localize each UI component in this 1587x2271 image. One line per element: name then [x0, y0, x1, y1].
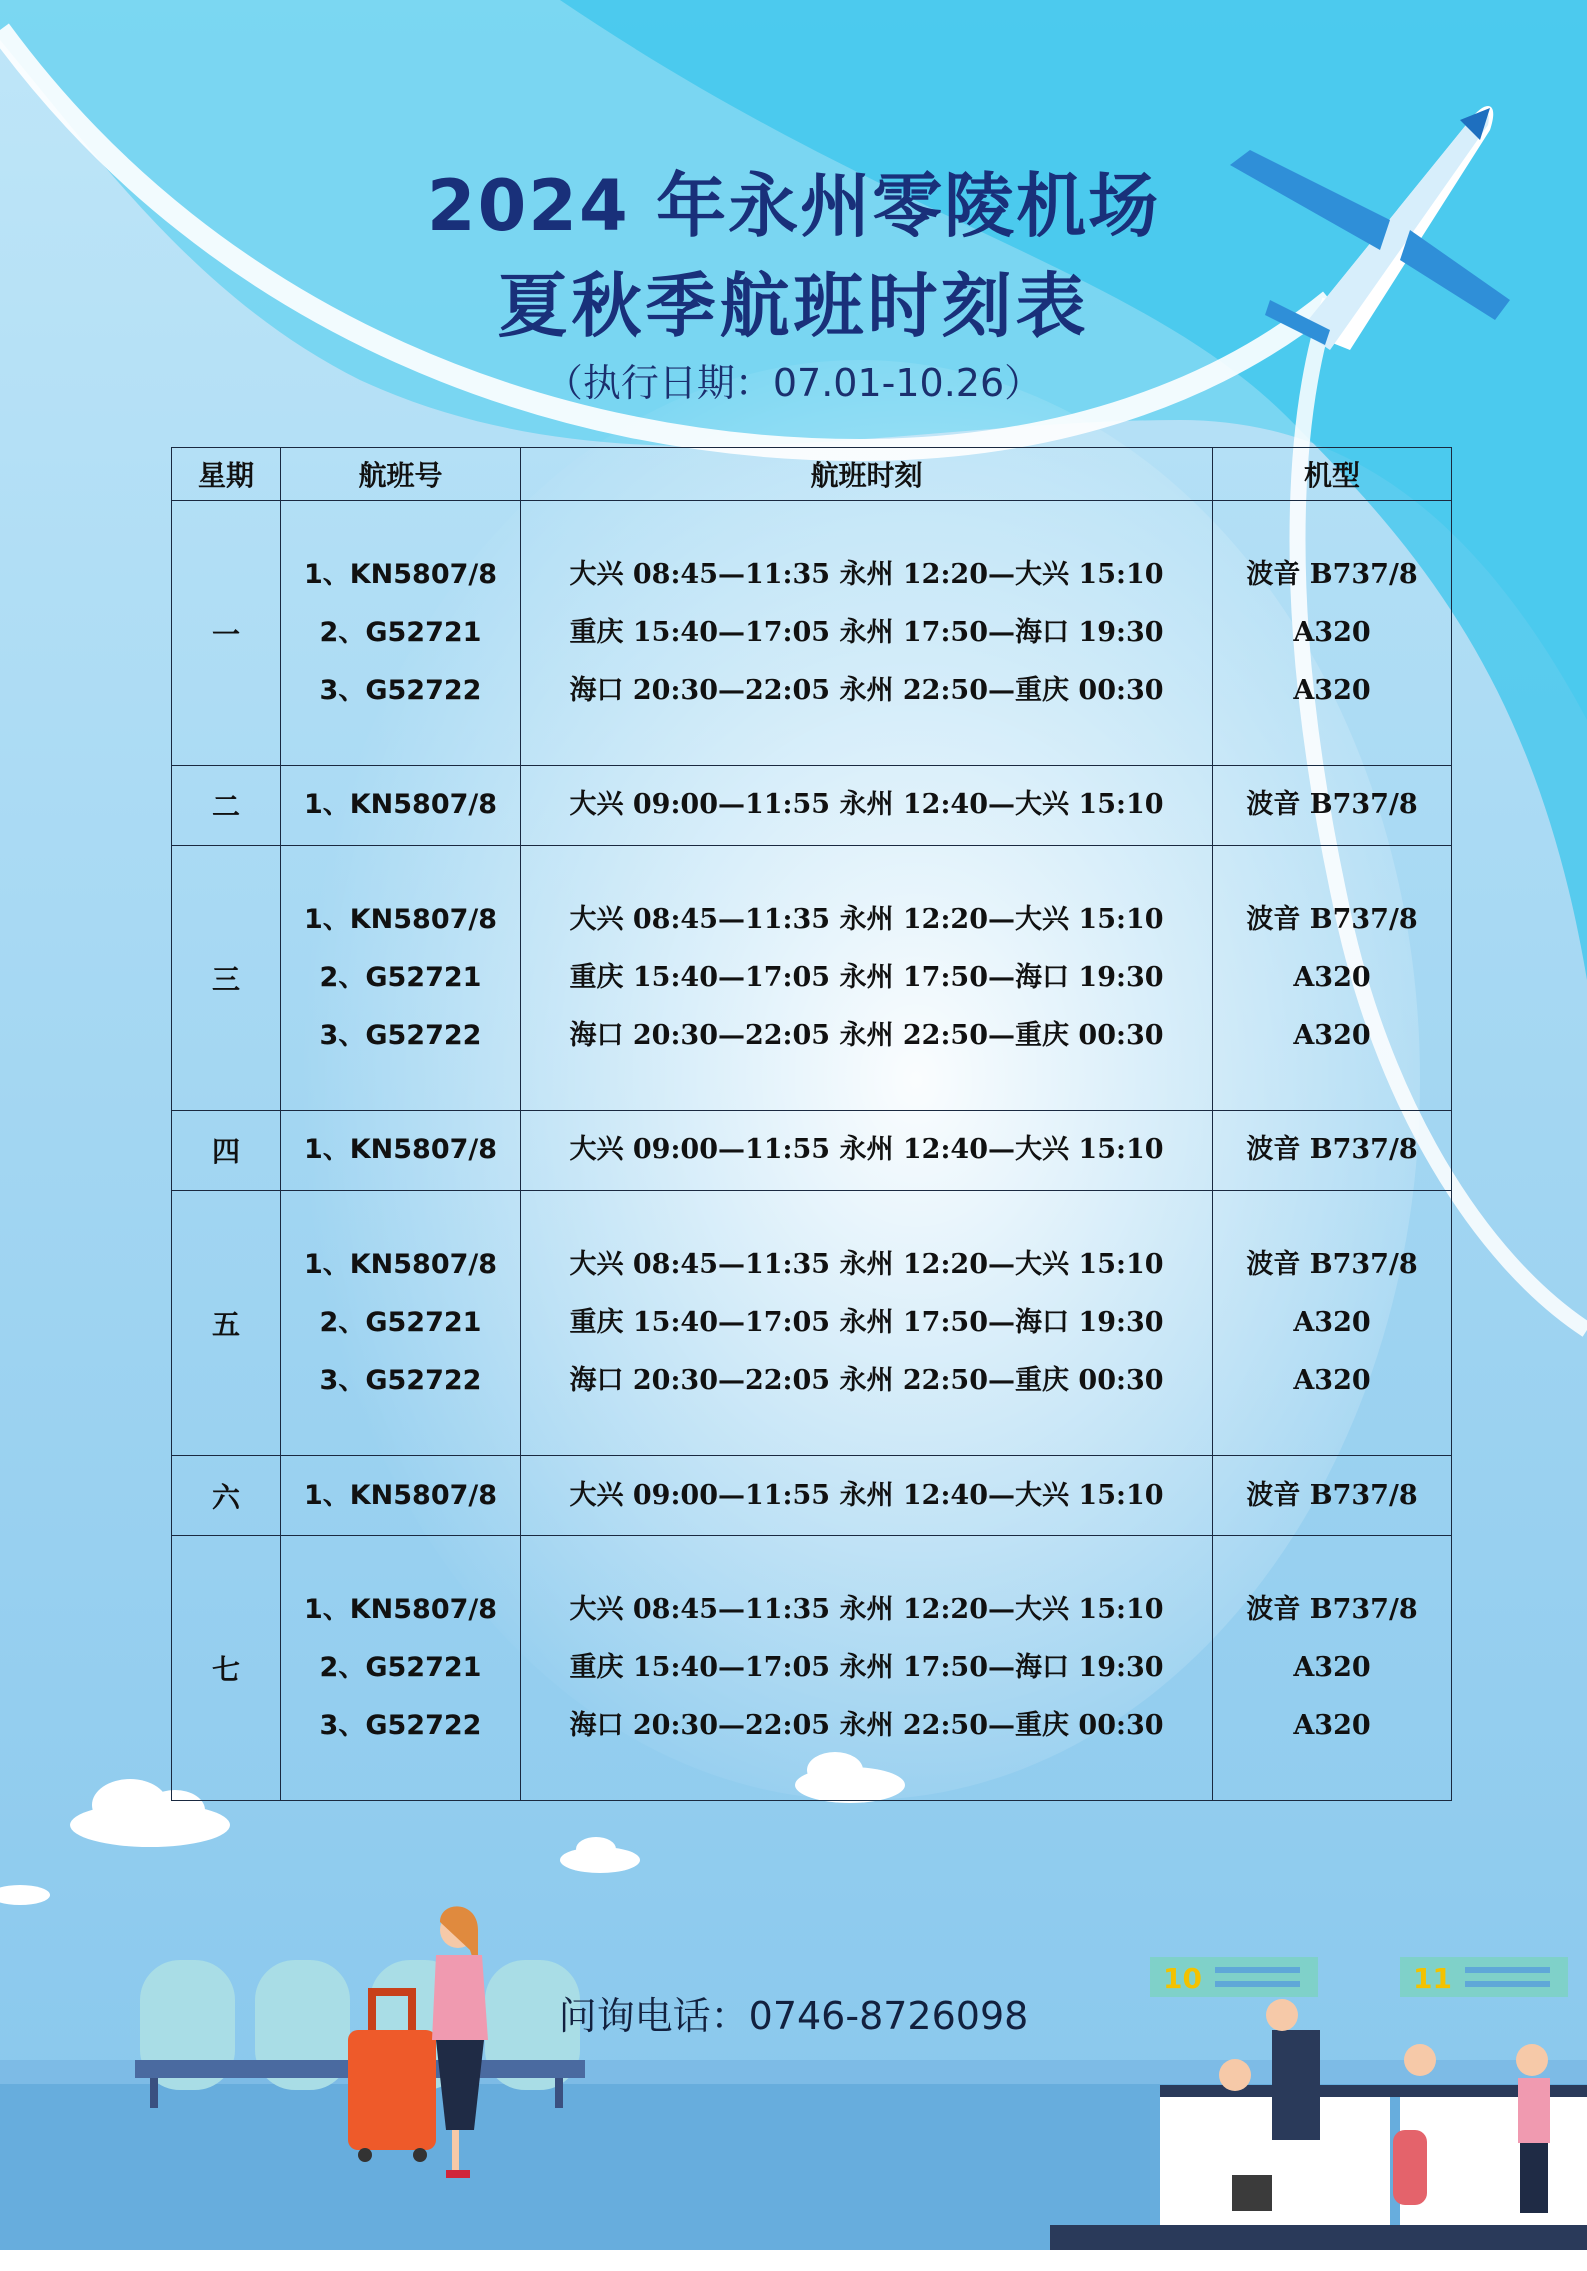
aircraft-type: 波音 B737/8	[1246, 558, 1418, 590]
table-row	[172, 765, 1452, 845]
aircraft-type: A320	[1293, 1365, 1371, 1396]
flight-number: 1、KN5807/8	[303, 1479, 498, 1511]
flight-time: 大兴 08:45—11:35 永州 12:20—大兴 15:10	[569, 558, 1164, 590]
flight-time: 重庆 15:40—17:05 永州 17:50—海口 19:30	[569, 961, 1164, 993]
aircraft-type: A320	[1293, 1652, 1371, 1684]
gate-number: 11	[1413, 1962, 1452, 1995]
flight-number: 3、G52722	[319, 674, 482, 706]
table-row	[172, 846, 1452, 1111]
header-flight-number: 航班号	[281, 448, 521, 501]
weekday-cell: 二	[172, 765, 281, 845]
aircraft-type: 波音 B737/8	[1246, 1594, 1418, 1626]
flight-time: 重庆 15:40—17:05 永州 17:50—海口 19:30	[569, 1307, 1164, 1338]
table-header-row	[172, 448, 1452, 501]
flight-schedule-table	[171, 447, 1452, 1801]
flight-time: 海口 20:30—22:05 永州 22:50—重庆 00:30	[569, 1365, 1164, 1396]
flight-time: 海口 20:30—22:05 永州 22:50—重庆 00:30	[569, 1019, 1164, 1051]
flight-times-cell	[521, 501, 1213, 766]
aircraft-type: 波音 B737/8	[1246, 1479, 1418, 1511]
flight-number: 2、G52721	[319, 1652, 482, 1684]
aircraft-type-cell	[1213, 1455, 1452, 1535]
table-row	[172, 1191, 1452, 1456]
flight-time: 大兴 08:45—11:35 永州 12:20—大兴 15:10	[569, 903, 1164, 935]
flight-number: 2、G52721	[319, 1307, 482, 1338]
flight-time: 海口 20:30—22:05 永州 22:50—重庆 00:30	[569, 674, 1164, 706]
flight-time: 大兴 08:45—11:35 永州 12:20—大兴 15:10	[569, 1594, 1164, 1626]
flight-number-cell	[281, 1536, 521, 1801]
flight-times-cell	[521, 1455, 1213, 1535]
table-row	[172, 1110, 1452, 1190]
header-aircraft-type: 机型	[1213, 448, 1452, 501]
flight-number-cell	[281, 846, 521, 1111]
aircraft-type: A320	[1293, 1019, 1371, 1051]
aircraft-type: 波音 B737/8	[1246, 1249, 1418, 1280]
weekday-cell: 一	[172, 501, 281, 766]
aircraft-type-cell	[1213, 1110, 1452, 1190]
flight-time: 重庆 15:40—17:05 永州 17:50—海口 19:30	[569, 616, 1164, 648]
flight-time: 大兴 08:45—11:35 永州 12:20—大兴 15:10	[569, 1249, 1164, 1280]
weekday-cell: 五	[172, 1191, 281, 1456]
flight-number-cell	[281, 1455, 521, 1535]
weekday-cell: 三	[172, 846, 281, 1111]
page-subtitle: 夏秋季航班时刻表	[497, 265, 1090, 347]
aircraft-type-cell	[1213, 846, 1452, 1111]
flight-number: 2、G52721	[319, 961, 482, 993]
flight-time: 海口 20:30—22:05 永州 22:50—重庆 00:30	[569, 1710, 1164, 1742]
flight-number: 3、G52722	[319, 1365, 482, 1396]
flight-time: 大兴 09:00—11:55 永州 12:40—大兴 15:10	[569, 1479, 1164, 1511]
flight-number-cell	[281, 1191, 521, 1456]
aircraft-type: A320	[1293, 1307, 1371, 1338]
page-title: 2024 年永州零陵机场	[426, 165, 1161, 247]
header-weekday: 星期	[172, 448, 281, 501]
weekday-cell: 七	[172, 1536, 281, 1801]
weekday-cell: 四	[172, 1110, 281, 1190]
aircraft-type-cell	[1213, 501, 1452, 766]
flight-number: 3、G52722	[319, 1710, 482, 1742]
aircraft-type-cell	[1213, 765, 1452, 845]
aircraft-type: 波音 B737/8	[1246, 903, 1418, 935]
flight-time: 大兴 09:00—11:55 永州 12:40—大兴 15:10	[569, 789, 1164, 821]
flight-number: 1、KN5807/8	[303, 558, 498, 590]
gate-number: 10	[1163, 1962, 1202, 1995]
flight-time: 大兴 09:00—11:55 永州 12:40—大兴 15:10	[569, 1134, 1164, 1166]
flight-number: 1、KN5807/8	[303, 789, 498, 821]
flight-number: 1、KN5807/8	[303, 1134, 498, 1166]
weekday-cell: 六	[172, 1455, 281, 1535]
aircraft-type: A320	[1293, 961, 1371, 993]
flight-number-cell	[281, 1110, 521, 1190]
flight-number: 1、KN5807/8	[303, 903, 498, 935]
aircraft-type: A320	[1293, 1710, 1371, 1742]
table-row	[172, 501, 1452, 766]
flight-number: 3、G52722	[319, 1019, 482, 1051]
aircraft-type: 波音 B737/8	[1246, 789, 1418, 821]
flight-number: 2、G52721	[319, 616, 482, 648]
effective-dates: （执行日期：07.01-10.26）	[544, 361, 1043, 405]
flight-times-cell	[521, 1110, 1213, 1190]
table-row	[172, 1536, 1452, 1801]
flight-number-cell	[281, 765, 521, 845]
flight-number-cell	[281, 501, 521, 766]
header-flight-times: 航班时刻	[521, 448, 1213, 501]
flight-number: 1、KN5807/8	[303, 1249, 498, 1280]
aircraft-type-cell	[1213, 1536, 1452, 1801]
flight-times-cell	[521, 765, 1213, 845]
flight-times-cell	[521, 846, 1213, 1111]
flight-times-cell	[521, 1191, 1213, 1456]
flight-number: 1、KN5807/8	[303, 1594, 498, 1626]
aircraft-type: 波音 B737/8	[1246, 1134, 1418, 1166]
table-row	[172, 1455, 1452, 1535]
flight-times-cell	[521, 1536, 1213, 1801]
aircraft-type-cell	[1213, 1191, 1452, 1456]
flight-time: 重庆 15:40—17:05 永州 17:50—海口 19:30	[569, 1652, 1164, 1684]
aircraft-type: A320	[1293, 616, 1371, 648]
aircraft-type: A320	[1293, 674, 1371, 706]
contact-phone: 问询电话：0746-8726098	[558, 1994, 1029, 2038]
